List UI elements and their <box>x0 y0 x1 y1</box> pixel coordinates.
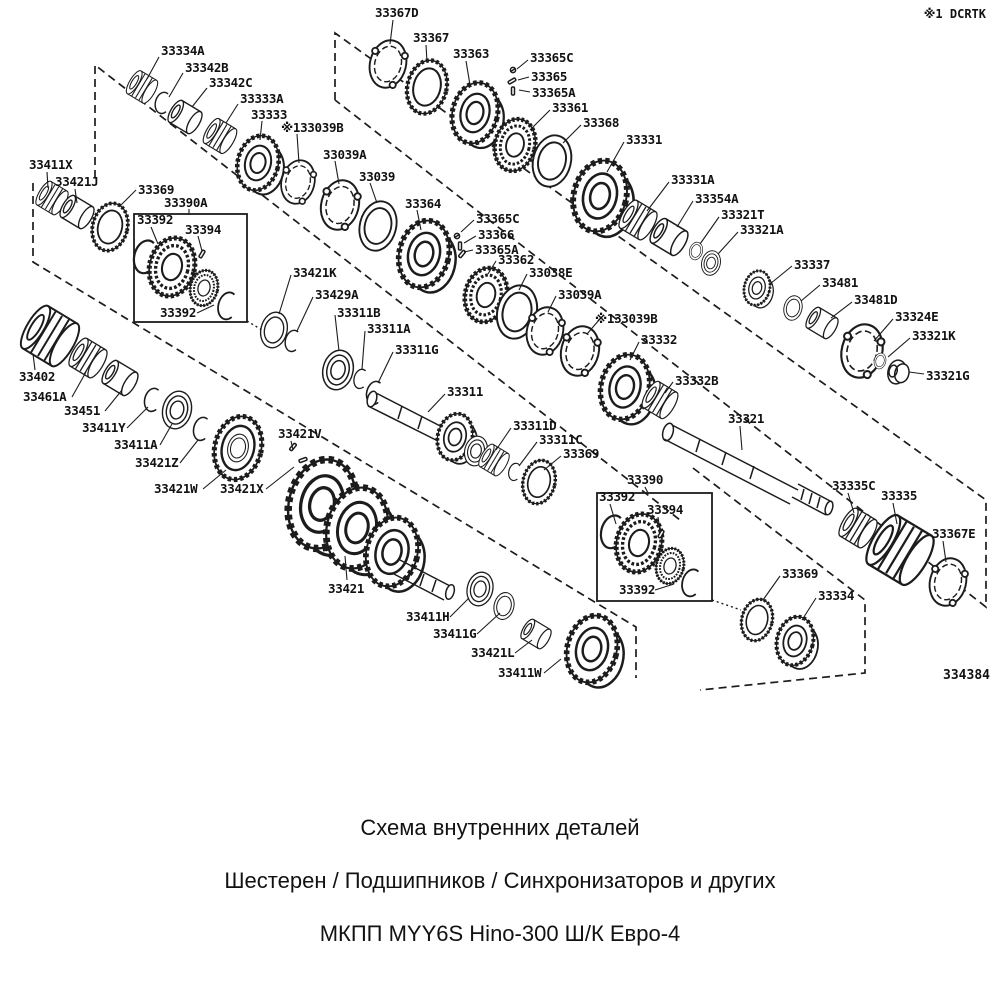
figure-number: 334384 <box>943 668 990 683</box>
part-label: 33321K <box>912 328 956 343</box>
part-label: 33411G <box>433 626 477 641</box>
part-label: 33392 <box>160 305 197 320</box>
part-label: 33390A <box>164 195 208 210</box>
part-label: 33451 <box>64 403 101 418</box>
part-label: 33421X <box>220 481 264 496</box>
part-label: ※133039B <box>281 120 344 135</box>
part-label: 33335 <box>881 488 918 503</box>
part-label: 33421K <box>293 265 337 280</box>
part-label: 33411W <box>498 665 542 680</box>
part-label: 33361 <box>552 100 589 115</box>
part-label: 33321G <box>926 368 970 383</box>
part-label: 33362 <box>498 252 535 267</box>
part-label: 33481 <box>822 275 859 290</box>
part-label: 33365A <box>532 85 576 100</box>
part-label: 33402 <box>19 369 56 384</box>
part-label: 33331 <box>626 132 663 147</box>
part-label: 33342B <box>185 60 229 75</box>
part-label: 33363 <box>453 46 490 61</box>
part-label: 33334A <box>161 43 205 58</box>
part-label: ※133039B <box>595 311 658 326</box>
part-label: 33368 <box>583 115 620 130</box>
part-label: 33367E <box>932 526 976 541</box>
part-label: 33411A <box>114 437 158 452</box>
part-label: 33332B <box>675 373 719 388</box>
part-label: 33411H <box>406 609 450 624</box>
part-label: 33421 <box>328 581 365 596</box>
part-label: 33311 <box>447 384 484 399</box>
corner-note: ※1 DCRTK <box>923 7 986 21</box>
part-label: 33394 <box>647 502 684 517</box>
part-label: 33390 <box>627 472 664 487</box>
part-label: 33311C <box>539 432 583 447</box>
part-label: 33335C <box>832 478 876 493</box>
part-label: 33392 <box>599 489 636 504</box>
part-label: 33039A <box>323 147 367 162</box>
part-label: 33392 <box>137 212 174 227</box>
part-label: 33321 <box>728 411 765 426</box>
caption-title: Схема внутренних деталей <box>360 815 640 840</box>
part-label: 33421Z <box>135 455 179 470</box>
part-label: 33311A <box>367 321 411 336</box>
part-label: 33324E <box>895 309 939 324</box>
part-label: 33332 <box>641 332 678 347</box>
part-label: 33461A <box>23 389 67 404</box>
part-label: 33337 <box>794 257 831 272</box>
part-label: 33392 <box>619 582 656 597</box>
part-label: 33481D <box>854 292 898 307</box>
part-label: 33354A <box>695 191 739 206</box>
part-label: 33421W <box>154 481 198 496</box>
part-label: 33394 <box>185 222 222 237</box>
part-label: 33321A <box>740 222 784 237</box>
part-label: 33369 <box>782 566 819 581</box>
caption-subtitle: Шестерен / Подшипников / Синхронизаторов и других <box>224 868 776 893</box>
part-label: 33411Y <box>82 420 126 435</box>
part-label: 33039A <box>558 287 602 302</box>
caption-model: МКПП MYY6S Hino-300 Ш/К Евро-4 <box>319 921 681 946</box>
part-label: 33311D <box>513 418 557 433</box>
part-label: 33365 <box>531 69 568 84</box>
part-label: 33334 <box>818 588 855 603</box>
part-label: 33342C <box>209 75 253 90</box>
part-label: 33369 <box>138 182 175 197</box>
part-label: 33365A <box>475 242 519 257</box>
part-label: 33039 <box>359 169 396 184</box>
part-label: 33411X <box>29 157 73 172</box>
part-label: 33321T <box>721 207 765 222</box>
part-label: 33333A <box>240 91 284 106</box>
part-label: 33366 <box>478 227 515 242</box>
part-label: 33421J <box>55 174 99 189</box>
part-label: 33311G <box>395 342 439 357</box>
part-label: 33365C <box>476 211 520 226</box>
part-label: 33369 <box>563 446 600 461</box>
part-label: 33364 <box>405 196 442 211</box>
part-label: 33311B <box>337 305 381 320</box>
part-label: 33367D <box>375 5 419 20</box>
part-label: 33429A <box>315 287 359 302</box>
part-label: 33421L <box>471 645 515 660</box>
part-label: 33367 <box>413 30 450 45</box>
part-label: 33038E <box>529 265 573 280</box>
part-label: 33421V <box>278 426 322 441</box>
part-label: 33331A <box>671 172 715 187</box>
part-label: 33333 <box>251 107 288 122</box>
part-label: 33365C <box>530 50 574 65</box>
